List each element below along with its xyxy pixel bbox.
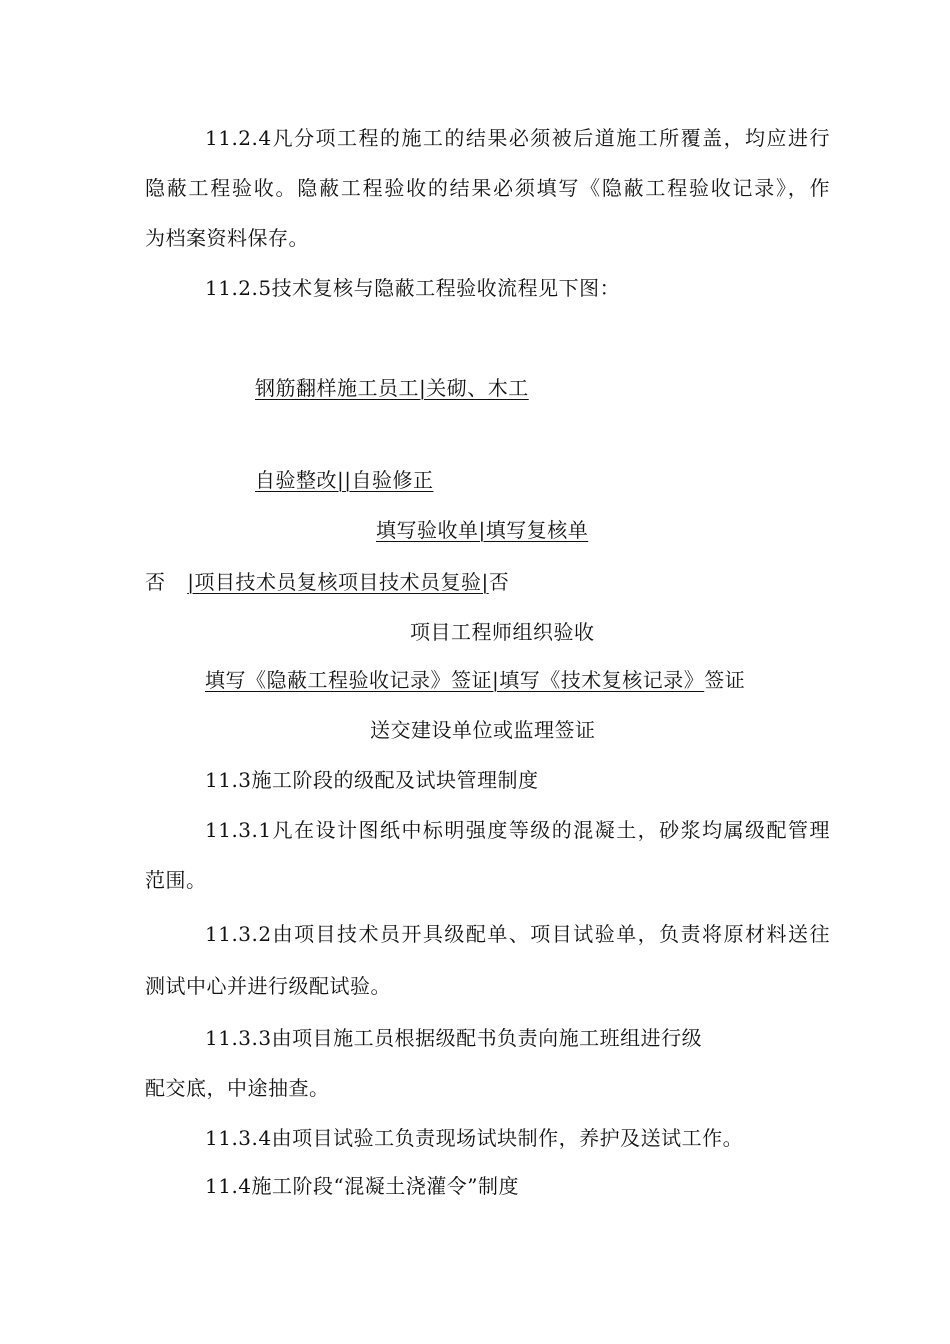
flowchart-row-1: 钢筋翻样施工员工|关砌、木工 — [255, 376, 529, 400]
paragraph-11-3-3-line-2: 配交底，中途抽查。 — [145, 1076, 330, 1100]
paragraph-11-2-4-line-3: 为档案资料保存。 — [145, 226, 309, 250]
paragraph-11-3-3-line-1: 11.3.3由项目施工员根据级配书负责向施工班组进行级 — [205, 1026, 703, 1050]
paragraph-11-2-5: 11.2.5技术复核与隐蔽工程验收流程见下图： — [205, 276, 621, 300]
section-11-3-heading: 11.3施工阶段的级配及试块管理制度 — [205, 768, 539, 792]
paragraph-11-3-2-line-1: 11.3.2由项目技术员开具级配单、项目试验单，负责将原材料送往 — [205, 922, 830, 946]
paragraph-11-3-2-line-2: 测试中心并进行级配试验。 — [145, 974, 391, 998]
flowchart-no-left: 否 — [145, 570, 166, 594]
flowchart-records-step: 填写《隐蔽工程验收记录》签证|填写《技术复核记录》 — [205, 668, 705, 692]
paragraph-11-2-4-line-2: 隐蔽工程验收。隐蔽工程验收的结果必须填写《隐蔽工程验收记录》，作 — [145, 176, 830, 200]
flowchart-row-2: 自验整改||自验修正 — [255, 468, 434, 492]
paragraph-11-2-4-line-1: 11.2.4凡分项工程的施工的结果必须被后道施工所覆盖，均应进行 — [205, 126, 830, 150]
paragraph-11-3-4: 11.3.4由项目试验工负责现场试块制作，养护及送试工作。 — [205, 1126, 744, 1150]
paragraph-11-3-1-line-2: 范围。 — [145, 868, 207, 892]
flowchart-review-step: |项目技术员复核项目技术员复验| — [187, 570, 489, 594]
flowchart-row-6 — [205, 666, 745, 694]
flowchart-records-sign: 签证 — [704, 668, 746, 692]
flowchart-row-5: 项目工程师组织验收 — [410, 620, 595, 644]
flowchart-no-right: 否 — [488, 570, 510, 594]
section-11-4-heading: 11.4施工阶段“混凝土浇灌令”制度 — [205, 1174, 519, 1198]
flowchart-row-7: 送交建设单位或监理签证 — [370, 718, 596, 742]
paragraph-11-3-1-line-1: 11.3.1凡在设计图纸中标明强度等级的混凝土，砂浆均属级配管理 — [205, 818, 830, 842]
flowchart-row-4 — [145, 568, 509, 596]
flowchart-row-3: 填写验收单|填写复核单 — [376, 518, 589, 542]
